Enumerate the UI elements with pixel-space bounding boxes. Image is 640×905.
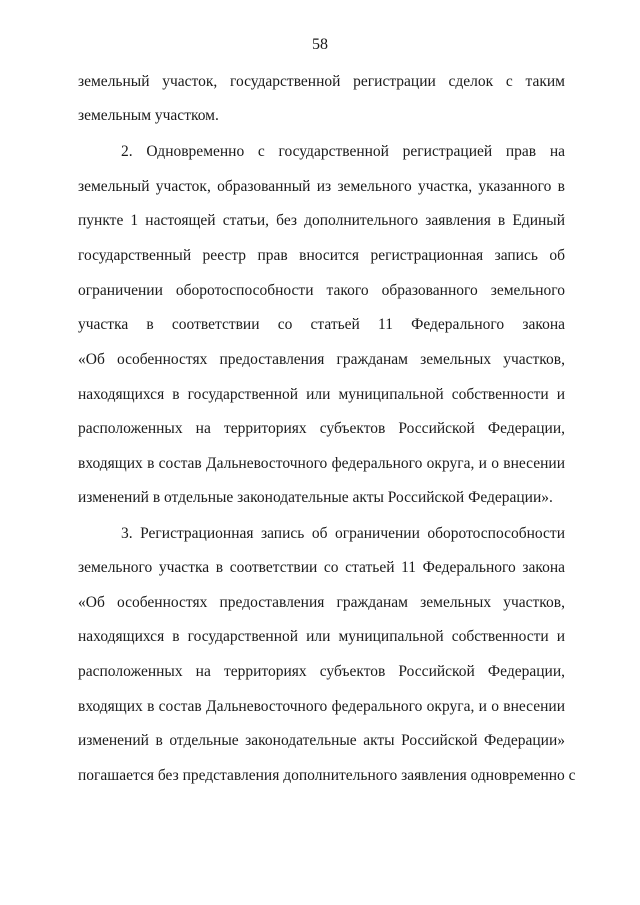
text-line: ограничении оборотоспособности такого образованного земельного — [78, 282, 565, 299]
text-line: изменений в отдельные законодательные акты Российской Федерации». — [78, 489, 553, 506]
text-line: находящихся в государственной или муниципальной собственности и — [78, 386, 565, 403]
text-line: земельный участок, образованный из земельного участка, указанного в — [78, 178, 565, 195]
text-line: расположенных на территориях субъектов Российской Федерации, — [78, 420, 565, 437]
paragraph-3-start: 3. Регистрационная запись об ограничении оборотоспособности — [121, 525, 565, 542]
text-line: пункте 1 настоящей статьи, без дополнительного заявления в Единый — [78, 212, 565, 229]
text-line: «Об особенностях предоставления гражданам земельных участков, — [78, 594, 565, 611]
paragraph-2-start: 2. Одновременно с государственной регистрацией прав на — [121, 143, 565, 160]
text-line: участка в соответствии со статьей 11 Федерального закона — [78, 316, 565, 333]
text-line: входящих в состав Дальневосточного федерального округа, и о внесении — [78, 455, 565, 472]
page-number: 58 — [312, 36, 328, 53]
text-line: земельного участка в соответствии со статьей 11 Федерального закона — [78, 559, 565, 576]
text-line: входящих в состав Дальневосточного федерального округа, и о внесении — [78, 698, 565, 715]
text-line: земельным участком. — [78, 107, 219, 124]
text-line: расположенных на территориях субъектов Российской Федерации, — [78, 663, 565, 680]
text-line: «Об особенностях предоставления гражданам земельных участков, — [78, 351, 565, 368]
text-line: погашается без представления дополнительного заявления одновременно с — [78, 767, 576, 784]
text-line: находящихся в государственной или муниципальной собственности и — [78, 628, 565, 645]
text-line: изменений в отдельные законодательные акты Российской Федерации» — [78, 732, 565, 749]
text-line: государственный реестр прав вносится регистрационная запись об — [78, 247, 565, 264]
text-line: земельный участок, государственной регистрации сделок с таким — [78, 73, 565, 90]
